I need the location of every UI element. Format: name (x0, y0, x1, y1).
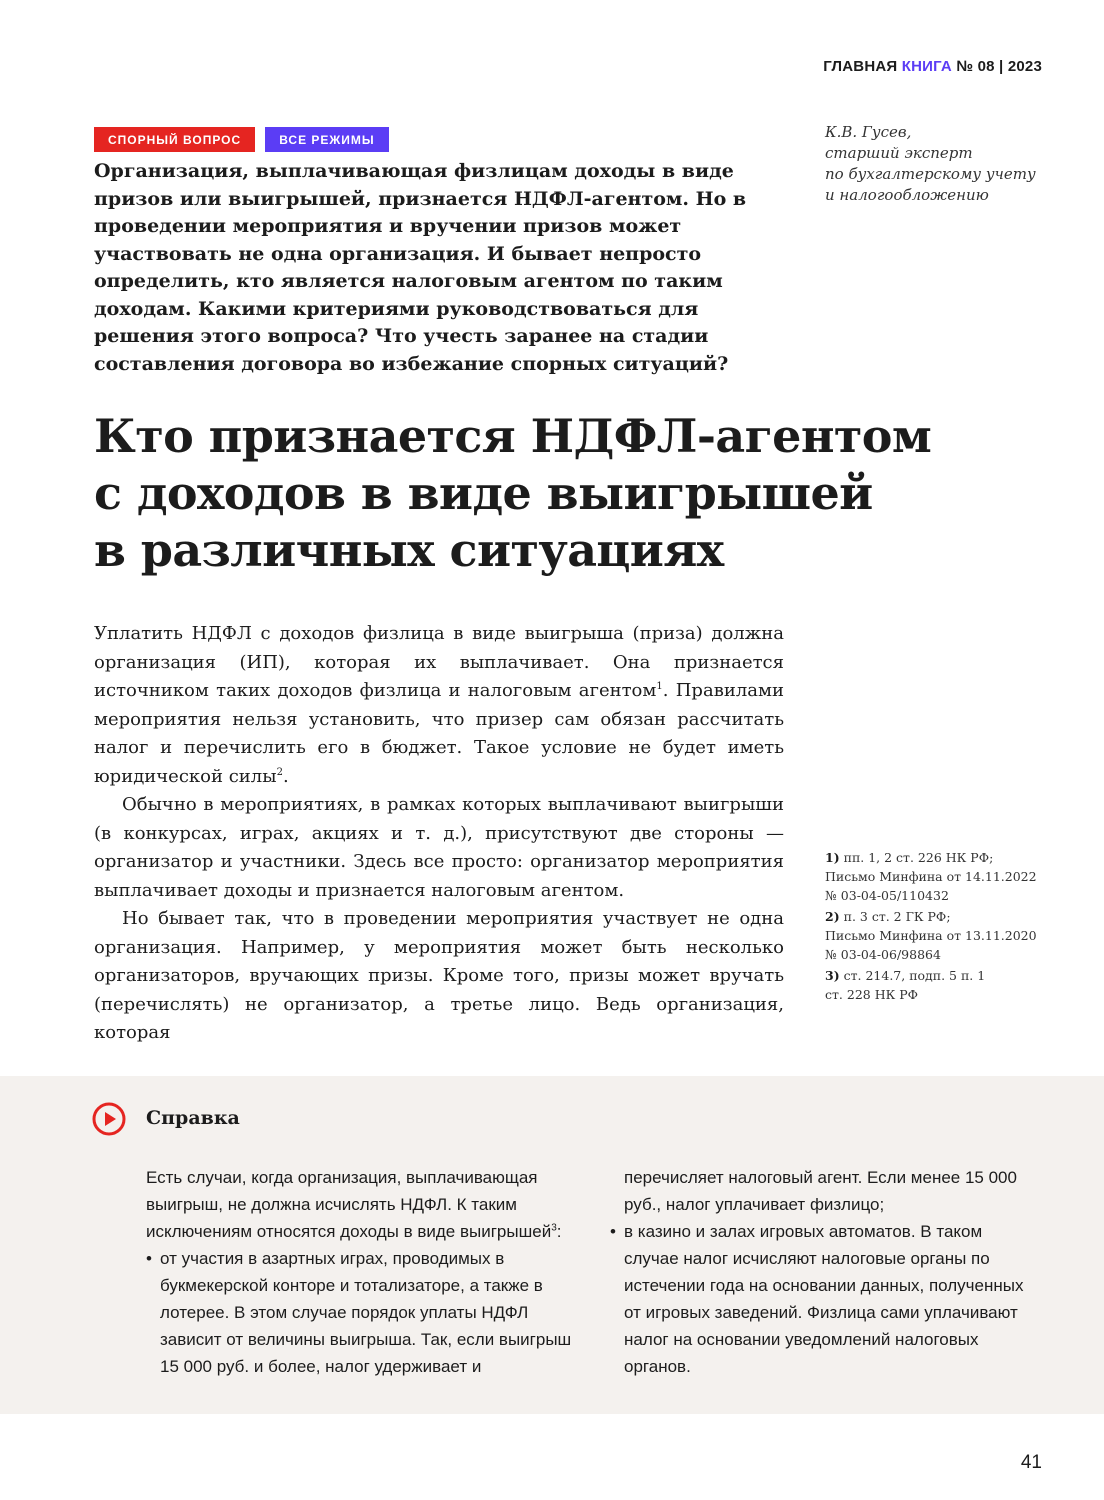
tag-all-regimes: ВСЕ РЕЖИМЫ (265, 127, 388, 152)
author-name: К.В. Гусев, (825, 123, 912, 141)
footnote-ref[interactable]: 2 (276, 766, 283, 778)
footnote-ref[interactable]: 1 (656, 681, 663, 692)
footnote-text: Письмо Минфина от 13.11.2020 (825, 928, 1037, 943)
body-paragraph (94, 620, 784, 791)
note-list-item: • в казино и залах игровых автоматов. В таком случае налог исчисляют налоговые органы по истечении года на основании данных, полученных от игровых заведений. Физлица сами уплачивают налог на основании уведомлений налоговых органов. (610, 1218, 1036, 1380)
footnote-number: 3) (825, 968, 840, 983)
footnote (825, 848, 1055, 905)
body-paragraph: Обычно в мероприятиях, в рамках которых выплачивают выигрыши (в конкурсах, играх, акциях и т. д.), присутствуют две стороны — организатор и участники. Здесь все просто: организатор мероприятия выплачивает доходы и признается налоговым агентом. (94, 794, 784, 901)
author-position-line: по бухгалтерскому учету (825, 165, 1036, 183)
publication-header (823, 58, 1042, 75)
author-block (825, 122, 1065, 206)
note-text: : (556, 1222, 562, 1241)
footnote-number: 2) (825, 909, 840, 924)
reference-note-box (0, 1076, 1104, 1414)
footnote-text: № 03-04-05/110432 (825, 888, 949, 903)
body-text: Уплатить НДФЛ с доходов физлица в виде выигрыша (приза) должна организация (ИП), которая их выплачивает. Она признается источником таких доходов физлица и налоговым агентом (94, 623, 784, 701)
note-text: Есть случаи, когда организация, выплачивающая выигрыш, не должна исчислять НДФЛ. К таким исключениям относятся доходы в виде выигрышей (146, 1168, 552, 1241)
publication-name-part2: КНИГА (901, 58, 952, 75)
body-text: . (282, 765, 289, 787)
footnote-ref[interactable]: 3 (551, 1222, 557, 1234)
footnote (825, 966, 1055, 1004)
note-title: Справка (146, 1107, 240, 1129)
footnote-text: ст. 214.7, подп. 5 п. 1 (843, 968, 986, 983)
title-line: в различных ситуациях (94, 523, 724, 577)
footnote (825, 907, 1055, 964)
note-content (146, 1164, 1036, 1380)
author-position-line: и налогообложению (825, 186, 989, 204)
body-paragraph: Но бывает так, что в проведении мероприятия участвует не одна организация. Например, у мероприятия может быть несколько организаторов, вручающих призы. Кроме того, призы может вручать (перечислять) не организатор, а третье лицо. Ведь организация, которая (94, 908, 784, 1043)
title-line: Кто признается НДФЛ-агентом (94, 409, 932, 463)
footnote-text: № 03-04-06/98864 (825, 947, 941, 962)
footnotes-column (825, 848, 1055, 1006)
footnote-number: 1) (825, 850, 840, 865)
footnote-text: п. 3 ст. 2 ГК РФ; (843, 909, 951, 924)
lead-paragraph: Организация, выплачивающая физлицам доходы в виде призов или выигрышей, признается НДФЛ-агентом. Но в проведении мероприятия и вручении призов может участвовать не одна организация. И бывает непросто определить, кто является налоговым агентом по таким доходам. Какими критериями руководствоваться для решения этого вопроса? Что учесть заранее на стадии составления договора во избежание спорных ситуаций? (94, 160, 747, 375)
article-title (94, 408, 974, 579)
footnote-text: пп. 1, 2 ст. 226 НК РФ; (843, 850, 994, 865)
page-number: 41 (1020, 1452, 1042, 1473)
body-text: . Правилами мероприятия нельзя установить, что призер сам обязан рассчитать налог и перечислить его в бюджет. Такое условие не будет иметь юридической силы (94, 680, 784, 787)
note-list-item: • от участия в азартных играх, проводимых в букмекерской конторе и тотализаторе, а также в лотерее. В этом случае порядок уплаты НДФЛ зависит от величины выигрыша. Так, если выигрыш 15 000 руб. и более, налог удерживает и перечисляет налоговый агент. Если менее 15 000 руб., налог уплачивает физлицо; (146, 1164, 1036, 1380)
author-position-line: старший эксперт (825, 144, 973, 162)
publication-name-part1: ГЛАВНАЯ (823, 58, 898, 75)
note-intro (146, 1164, 572, 1245)
article-tags (94, 127, 389, 152)
footnote-text: Письмо Минфина от 14.11.2022 (825, 869, 1037, 884)
issue-number: № 08 | 2023 (956, 58, 1042, 75)
title-line: с доходов в виде выигрышей (94, 466, 873, 520)
tag-disputed-question: СПОРНЫЙ ВОПРОС (94, 127, 255, 152)
play-circle-icon (92, 1102, 126, 1136)
footnote-text: ст. 228 НК РФ (825, 987, 919, 1002)
article-body (94, 620, 784, 1048)
